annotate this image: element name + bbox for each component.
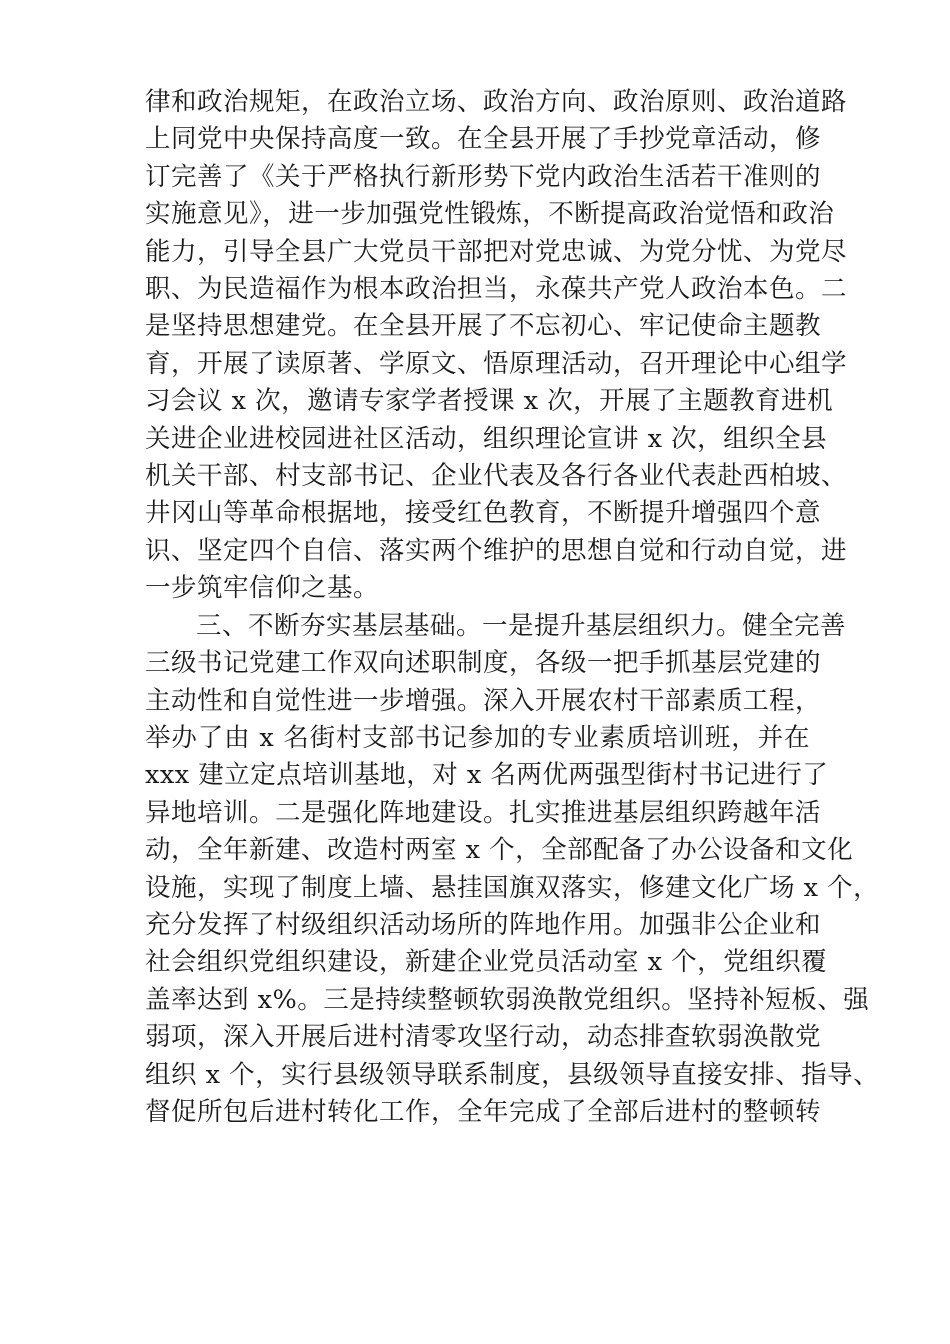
text-line: 充分发挥了村级组织活动场所的阵地作用。加强非公企业和 [145, 909, 822, 940]
text-line: 育，开展了读原著、学原文、悟原理活动，召开理论中心组学 [145, 348, 848, 379]
text-line: 律和政治规矩，在政治立场、政治方向、政治原则、政治道路 [145, 87, 848, 117]
text-line: 是坚持思想建党。在全县开展了不忘初心、牢记使命主题教 [145, 311, 822, 342]
text-line: 职、为民造福作为根本政治担当，永葆共产党人政治本色。二 [145, 274, 848, 305]
text-line: 能力，引导全县广大党员干部把对党忠诚、为党分忧、为党尽 [145, 236, 848, 267]
text-line: 实施意见》，进一步加强党性锻炼，不断提高政治觉悟和政治 [145, 199, 835, 230]
text-line: 主动性和自觉性进一步增强。深入开展农村干部素质工程， [145, 685, 822, 716]
text-line: 订完善了《关于严格执行新形势下党内政治生活若干准则的 [145, 161, 822, 192]
text-line: 三级书记党建工作双向述职制度，各级一把手抓基层党建的 [145, 648, 822, 679]
text-line: 举办了由 x 名街村支部书记参加的专业素质培训班，并在 [145, 722, 810, 753]
text-line: 组织 x 个，实行县级领导联系制度，县级领导直接安排、指导、 [145, 1059, 880, 1090]
text-line: 井冈山等革命根据地，接受红色教育，不断提升增强四个意 [145, 498, 822, 529]
text-line: 一步筑牢信仰之基。 [145, 573, 380, 604]
text-line: 识、坚定四个自信、落实两个维护的思想自觉和行动自觉，进 [145, 535, 848, 566]
text-line: 上同党中央保持高度一致。在全县开展了手抄党章活动，修 [145, 124, 822, 155]
text-line: 关进企业进校园进社区活动，组织理论宣讲 x 次，组织全县 [145, 423, 828, 454]
paragraph [145, 608, 880, 1132]
text-line: 习会议 x 次，邀请专家学者授课 x 次，开展了主题教育进机 [145, 386, 834, 417]
paragraph [145, 84, 848, 608]
text-line: xxx 建立定点培训基地，对 x 名两优两强型街村书记进行了 [145, 760, 829, 791]
text-line: 三、不断夯实基层基础。一是提升基层组织力。健全完善 [196, 610, 847, 641]
text-line: 动，全年新建、改造村两室 x 个，全部配备了办公设备和文化 [145, 835, 854, 866]
text-line: 机关干部、村支部书记、企业代表及各行各业代表赴西柏坡、 [145, 461, 848, 492]
text-line: 盖率达到 x%。三是持续整顿软弱涣散党组织。坚持补短板、强 [145, 984, 870, 1015]
text-line: 异地培训。二是强化阵地建设。扎实推进基层组织跨越年活 [145, 797, 822, 828]
text-line: 督促所包后进村转化工作，全年完成了全部后进村的整顿转 [145, 1096, 822, 1127]
text-line: 弱项，深入开展后进村清零攻坚行动，动态排查软弱涣散党 [145, 1022, 822, 1053]
body-text [145, 84, 880, 1131]
text-line: 社会组织党组织建设，新建企业党员活动室 x 个，党组织覆 [145, 947, 828, 978]
text-line: 设施，实现了制度上墙、悬挂国旗双落实，修建文化广场 x 个， [145, 872, 880, 903]
